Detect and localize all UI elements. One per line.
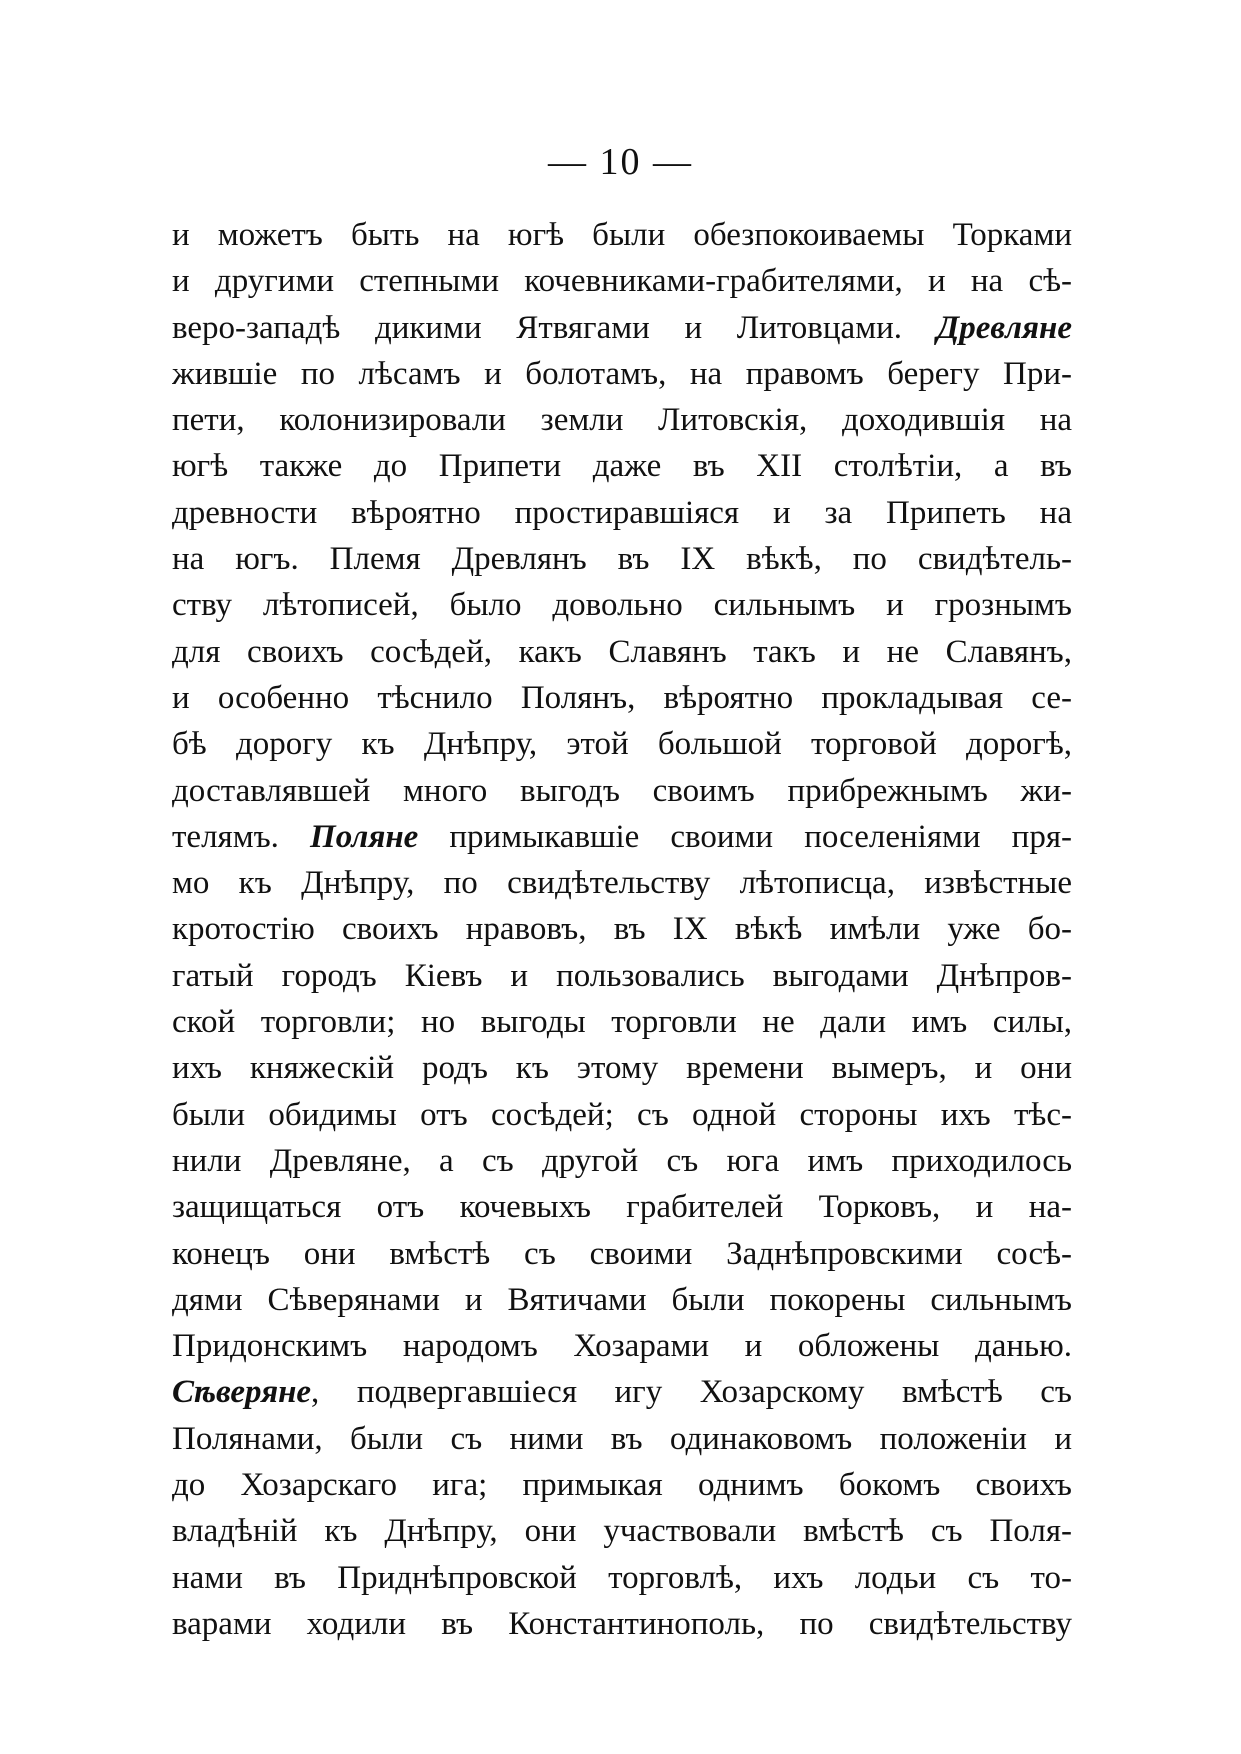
text-segment: на югъ. Племя Древлянъ въ IX вѣкѣ, по свидѣтель-	[172, 541, 1072, 578]
text-line	[172, 675, 1072, 721]
text-line	[172, 443, 1072, 489]
text-segment: мо къ Днѣпру, по свидѣтельству лѣтописца, извѣстные	[172, 865, 1072, 902]
text-segment: бѣ дорогу къ Днѣпру, этой большой торговой дорогѣ,	[172, 726, 1072, 763]
text-line	[172, 490, 1072, 536]
text-segment: доставлявшей много выгодъ своимъ прибрежнымъ жи-	[172, 772, 1072, 809]
text-line	[172, 1462, 1072, 1508]
text-segment: нили Древляне, а съ другой съ юга имъ приходилось	[172, 1142, 1072, 1179]
text-segment: жившіе по лѣсамъ и болотамъ, на правомъ берегу При-	[172, 355, 1072, 392]
text-segment: защищаться отъ кочевыхъ грабителей Торковъ, и на-	[172, 1189, 1072, 1226]
text-line	[172, 258, 1072, 304]
text-segment: примыкавшіе своими поселеніями пря-	[418, 818, 1072, 855]
text-line	[172, 1277, 1072, 1323]
text-segment: и можетъ быть на югѣ были обезпокоиваемы Торками	[172, 217, 1072, 253]
emphasized-term: Поляне	[310, 818, 419, 855]
body-text	[172, 212, 1072, 1647]
text-segment: до Хозарскаго ига; примыкая однимъ бокомъ своихъ	[172, 1467, 1072, 1504]
text-line	[172, 1184, 1072, 1230]
text-segment: ихъ княжескій родъ къ этому времени вымеръ, и они	[172, 1050, 1072, 1087]
text-line	[172, 860, 1072, 906]
page-number: — 10 —	[548, 141, 693, 183]
text-segment: варами ходили въ Константинополь, по свидѣтельству	[172, 1605, 1072, 1642]
text-segment: , подвергавшіеся игу Хозарскому вмѣстѣ съ	[311, 1374, 1072, 1411]
text-line	[172, 768, 1072, 814]
text-line	[172, 536, 1072, 582]
text-line	[172, 351, 1072, 397]
text-segment: и другими степными кочевниками-грабителями, и на сѣ-	[172, 263, 1072, 300]
text-line	[172, 814, 1072, 860]
text-segment: конецъ они вмѣстѣ съ своими Заднѣпровскими сосѣ-	[172, 1235, 1072, 1272]
text-line	[172, 629, 1072, 675]
text-line	[172, 397, 1072, 443]
text-line	[172, 1555, 1072, 1601]
text-segment: были обидимы отъ сосѣдей; съ одной стороны ихъ тѣс-	[172, 1096, 1072, 1133]
emphasized-term: Древляне	[936, 309, 1072, 346]
text-segment: нами въ Приднѣпровской торговлѣ, ихъ лодьи съ то-	[172, 1559, 1072, 1596]
text-segment: пети, колонизировали земли Литовскія, доходившія на	[172, 402, 1072, 439]
text-line	[172, 721, 1072, 767]
text-segment: дями Сѣверянами и Вятичами были покорены сильнымъ	[172, 1281, 1072, 1318]
text-segment: ской торговли; но выгоды торговли не дали имъ силы,	[172, 1004, 1072, 1041]
text-line	[172, 305, 1072, 351]
text-line	[172, 1601, 1072, 1647]
text-line	[172, 212, 1072, 258]
text-segment: гатый городъ Кіевъ и пользовались выгодами Днѣпров-	[172, 957, 1072, 994]
text-segment: кротостію своихъ нравовъ, въ IX вѣкѣ имѣли уже бо-	[172, 911, 1072, 948]
text-segment: владѣній къ Днѣпру, они участвовали вмѣстѣ съ Поля-	[172, 1513, 1072, 1550]
text-line	[172, 1231, 1072, 1277]
text-segment: ству лѣтописей, было довольно сильнымъ и грознымъ	[172, 587, 1072, 624]
text-line	[172, 1092, 1072, 1138]
text-segment: телямъ.	[172, 818, 311, 855]
emphasized-term: Сѣверяне	[172, 1374, 312, 1411]
text-segment: Придонскимъ народомъ Хозарами и обложены данью.	[172, 1328, 1072, 1365]
text-line	[172, 1508, 1072, 1554]
text-line	[172, 1369, 1072, 1415]
text-segment: древности вѣроятно простиравшіяся и за Припеть на	[172, 494, 1072, 531]
text-segment: для своихъ сосѣдей, какъ Славянъ такъ и не Славянъ,	[172, 633, 1072, 670]
text-line	[172, 1045, 1072, 1091]
text-line	[172, 1416, 1072, 1462]
text-segment: и особенно тѣснило Полянъ, вѣроятно прокладывая се-	[172, 679, 1072, 716]
text-segment: югѣ также до Припети даже въ XII столѣтіи, а въ	[172, 448, 1072, 485]
text-line	[172, 999, 1072, 1045]
text-line	[172, 1138, 1072, 1184]
text-line	[172, 906, 1072, 952]
text-line	[172, 1323, 1072, 1369]
text-segment: Полянами, были съ ними въ одинаковомъ положеніи и	[172, 1420, 1072, 1457]
text-line	[172, 953, 1072, 999]
text-line	[172, 582, 1072, 628]
text-segment: веро-западѣ дикими Ятвягами и Литовцами.	[172, 309, 937, 346]
